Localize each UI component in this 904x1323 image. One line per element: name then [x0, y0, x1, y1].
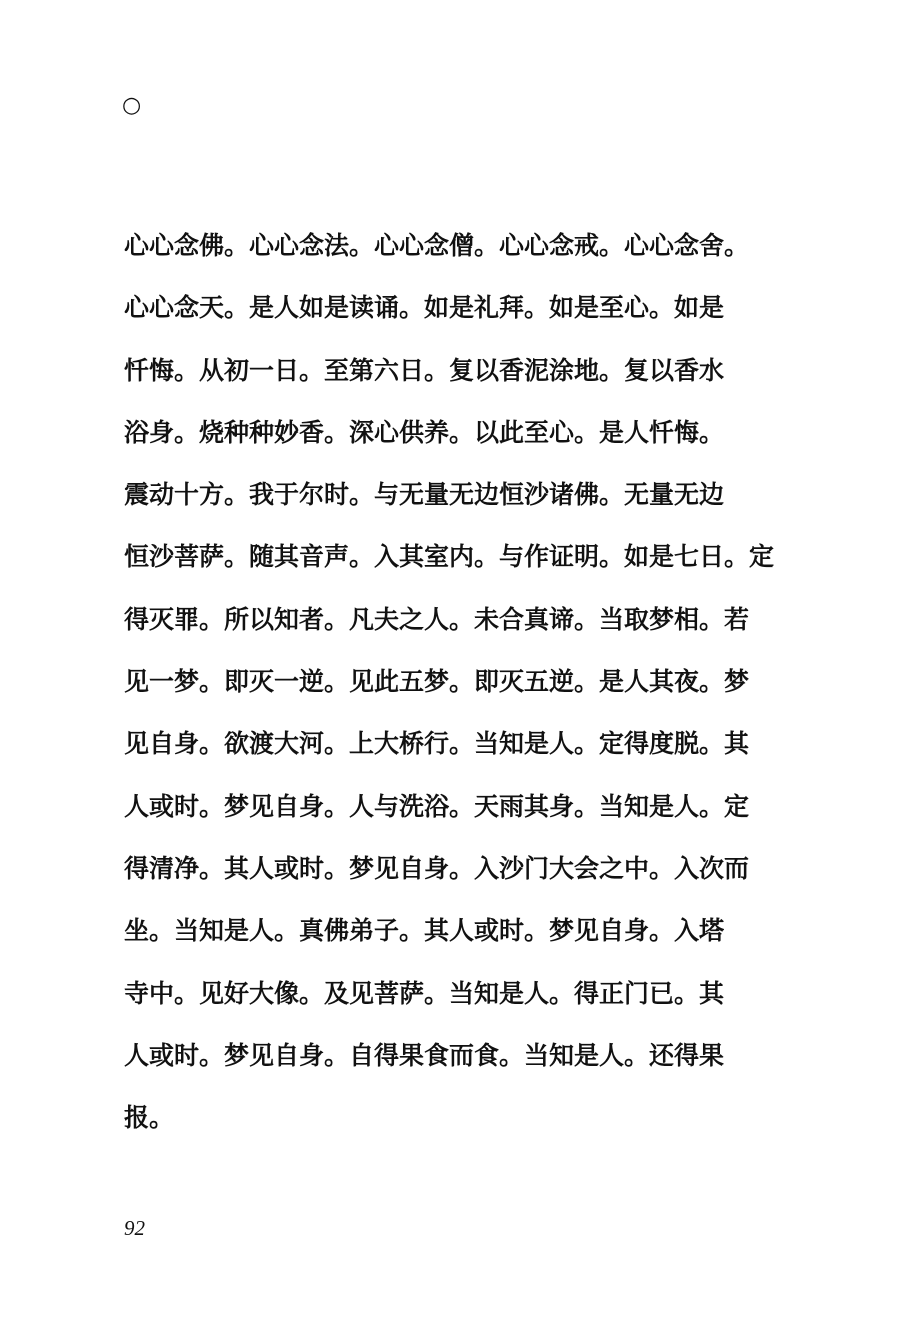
scripture-body	[124, 224, 775, 1158]
top-circle-mark: ○	[122, 93, 142, 118]
text-line: 人或时。梦见自身。自得果食而食。当知是人。还得果	[124, 1040, 725, 1070]
page-number: 92	[124, 1216, 145, 1240]
text-line: 得清净。其人或时。梦见自身。入沙门大会之中。入次而	[124, 853, 750, 883]
text-line: 寺中。见好大像。及见菩萨。当知是人。得正门已。其	[124, 978, 725, 1008]
text-line: 心心念佛。心心念法。心心念僧。心心念戒。心心念舍。	[124, 231, 750, 260]
text-line: 心心念天。是人如是读诵。如是礼拜。如是至心。如是	[124, 293, 725, 323]
text-line: 浴身。烧种种妙香。深心供养。以此至心。是人忏悔。	[124, 417, 725, 447]
text-line: 忏悔。从初一日。至第六日。复以香泥涂地。复以香水	[124, 355, 725, 385]
text-line: 坐。当知是人。真佛弟子。其人或时。梦见自身。入塔	[124, 916, 725, 946]
text-line: 报。	[124, 1103, 175, 1133]
text-line: 见自身。欲渡大河。上大桥行。当知是人。定得度脱。其	[124, 729, 750, 759]
text-line: 震动十方。我于尔时。与无量无边恒沙诸佛。无量无边	[124, 480, 725, 510]
text-line: 恒沙菩萨。随其音声。入其室内。与作证明。如是七日。定	[124, 542, 775, 572]
text-line: 得灭罪。所以知者。凡夫之人。未合真谛。当取梦相。若	[124, 604, 750, 634]
text-line: 见一梦。即灭一逆。见此五梦。即灭五逆。是人其夜。梦	[124, 667, 750, 697]
text-line: 人或时。梦见自身。人与洗浴。天雨其身。当知是人。定	[124, 791, 750, 821]
